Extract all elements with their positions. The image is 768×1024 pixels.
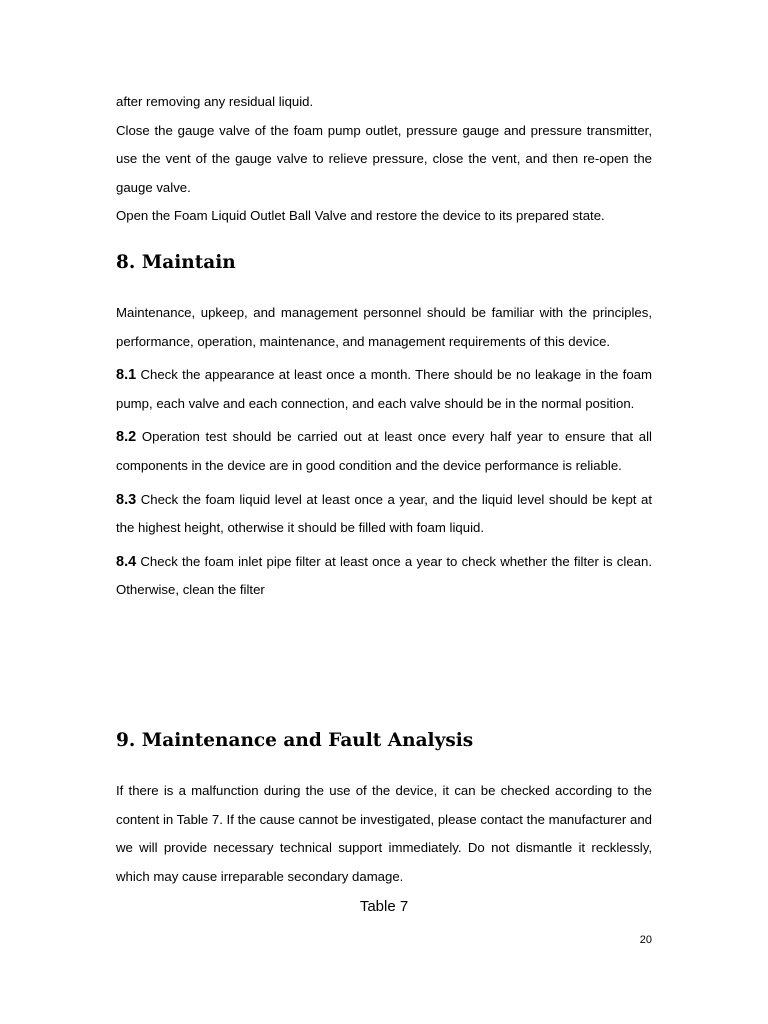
section-8-body xyxy=(116,299,652,605)
intro-paragraph: Open the Foam Liquid Outlet Ball Valve and restore the device to its prepared state. xyxy=(116,208,605,224)
section-8-intro: Maintenance, upkeep, and management personnel should be familiar with the principles, performance, operation, maintenance, and management requirements of this device. xyxy=(116,305,652,349)
item-number: 8.1 xyxy=(116,367,137,384)
section-8-item xyxy=(116,423,652,480)
item-text: Check the foam inlet pipe filter at least once a year to check whether the filter is clean. Otherwise, clean the filter xyxy=(116,553,652,598)
section-8-item xyxy=(116,361,652,418)
intro-paragraph: after removing any residual liquid. xyxy=(116,94,314,109)
section-8-item xyxy=(116,486,652,543)
item-number: 8.2 xyxy=(116,429,137,446)
item-number: 8.3 xyxy=(116,491,137,508)
section-9-body xyxy=(116,777,652,891)
section-8-heading: 8. Maintain xyxy=(116,252,236,273)
intro-paragraph: Close the gauge valve of the foam pump outlet, pressure gauge and pressure transmitter, use the vent of the gauge valve to relieve pressure, close the vent, and then re-open the gauge valve. xyxy=(116,122,652,195)
item-number: 8.4 xyxy=(116,553,137,570)
section-9-paragraph: If there is a malfunction during the use of the device, it can be checked according to the content in Table 7. If the cause cannot be investigated, please contact the manufacturer and we will provide necessary technical support immediately. Do not dismantle it recklessly, which may cause irreparable secondary damage. xyxy=(116,783,652,884)
item-text: Check the appearance at least once a month. There should be no leakage in the foam pump, each valve and each connection, and each valve should be in the normal position. xyxy=(116,367,652,411)
item-text: Operation test should be carried out at least once every half year to ensure that all components in the device are in good condition and the device performance is reliable. xyxy=(116,429,652,473)
table-caption: Table 7 xyxy=(359,898,409,915)
page-number: 20 xyxy=(639,934,652,946)
section-8-item xyxy=(116,548,652,605)
section-9-heading: 9. Maintenance and Fault Analysis xyxy=(116,730,474,751)
intro-block xyxy=(116,88,652,231)
item-text: Check the foam liquid level at least once a year, and the liquid level should be kept at the highest height, otherwise it should be filled with foam liquid. xyxy=(116,491,652,536)
document-page xyxy=(116,0,652,1024)
